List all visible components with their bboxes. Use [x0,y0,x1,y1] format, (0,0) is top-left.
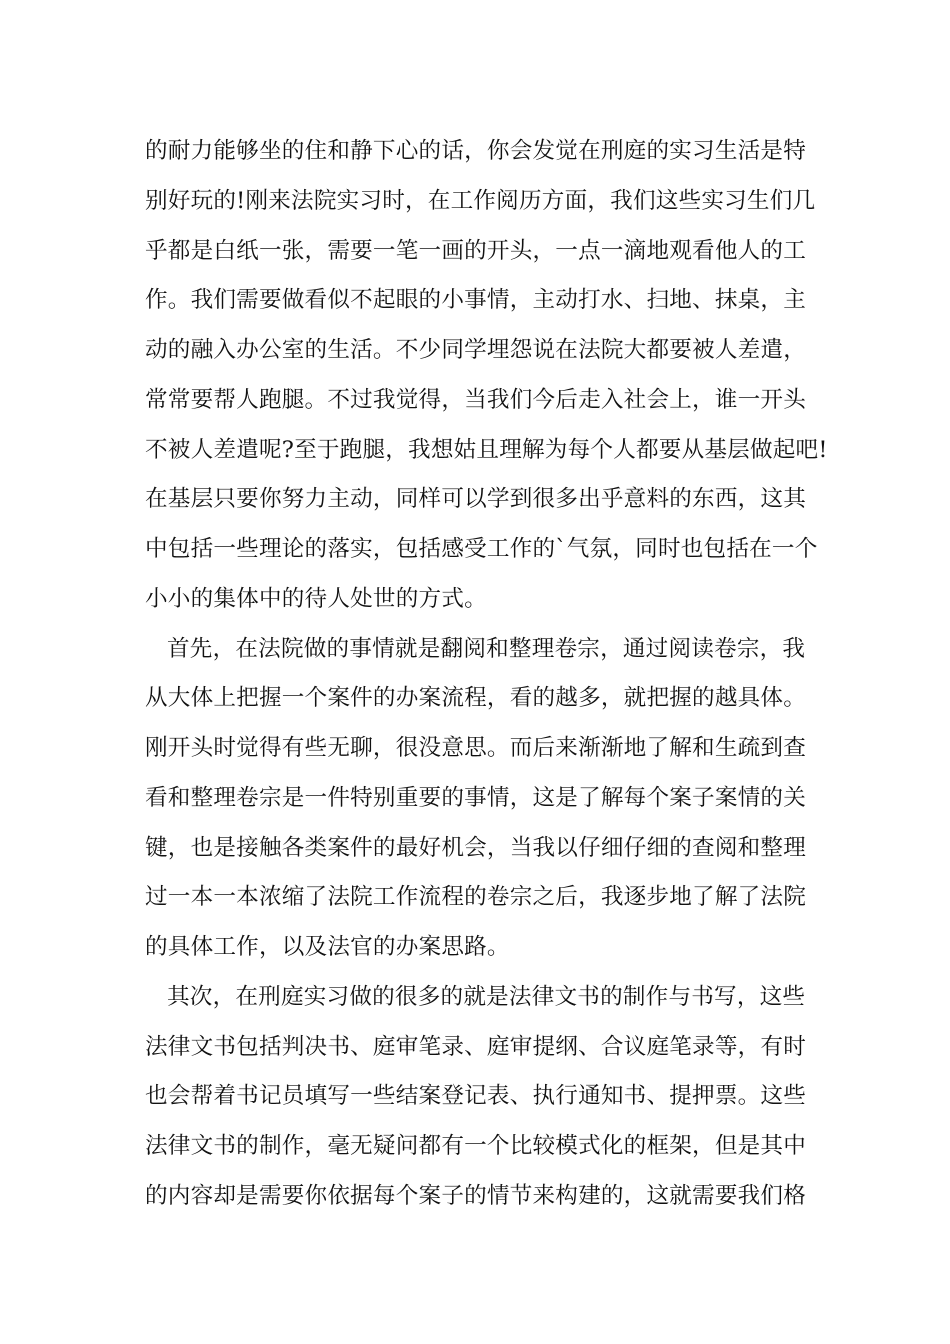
text-line: 别好玩的!刚来法院实习时，在工作阅历方面，我们这些实习生们几 [145,187,816,214]
paragraph-3 [145,973,810,1222]
text-line: 的内容却是需要你依据每个案子的情节来构建的，这就需要我们格 [145,1182,807,1209]
paragraph-2 [145,625,810,973]
text-line: 中包括一些理论的落实，包括感受工作的`气氛，同时也包括在一个 [145,536,818,562]
paragraph-1 [145,127,828,625]
text-line: 也会帮着书记员填写一些结案登记表、执行通知书、提押票。这些 [145,1083,807,1110]
text-line: 动的融入办公室的生活。不少同学埋怨说在法院大都要被人差遣， [145,337,807,363]
text-line: 的具体工作，以及法官的办案思路。 [145,934,510,960]
text-line: 不被人差遣呢?至于跑腿，我想姑且理解为每个人都要从基层做起吧! [145,436,828,463]
text-line: 键，也是接触各类案件的最好机会，当我以仔细仔细的查阅和整理 [145,834,807,861]
text-line: 刚开头时觉得有些无聊，很没意思。而后来渐渐地了解和生疏到查 [145,735,807,761]
text-line: 常常要帮人跑腿。不过我觉得，当我们今后走入社会上，谁一开头 [145,386,807,413]
text-line: 作。我们需要做看似不起眼的小事情，主动打水、扫地、抹桌，主 [145,287,807,314]
text-line: 其次，在刑庭实习做的很多的就是法律文书的制作与书写，这些 [167,983,806,1010]
text-line: 过一本一本浓缩了法院工作流程的卷宗之后，我逐步地了解了法院 [145,884,807,911]
text-line: 法律文书的制作，毫无疑问都有一个比较模式化的框架，但是其中 [145,1133,807,1159]
text-line: 的耐力能够坐的住和静下心的话，你会发觉在刑庭的实习生活是特 [145,138,807,164]
text-line: 首先，在法院做的事情就是翻阅和整理卷宗，通过阅读卷宗，我 [167,635,806,662]
text-line: 从大体上把握一个案件的办案流程，看的越多，就把握的越具体。 [145,685,807,712]
text-line: 看和整理卷宗是一件特别重要的事情，这是了解每个案子案情的关 [145,784,807,811]
text-line: 法律文书包括判决书、庭审笔录、庭审提纲、合议庭笔录等，有时 [145,1033,807,1060]
document-body [145,127,828,1222]
text-line: 小小的集体中的待人处世的方式。 [145,585,487,612]
text-line: 乎都是白纸一张，需要一笔一画的开头，一点一滴地观看他人的工 [145,237,807,264]
text-line: 在基层只要你努力主动，同样可以学到很多出乎意料的东西，这其 [145,486,807,513]
